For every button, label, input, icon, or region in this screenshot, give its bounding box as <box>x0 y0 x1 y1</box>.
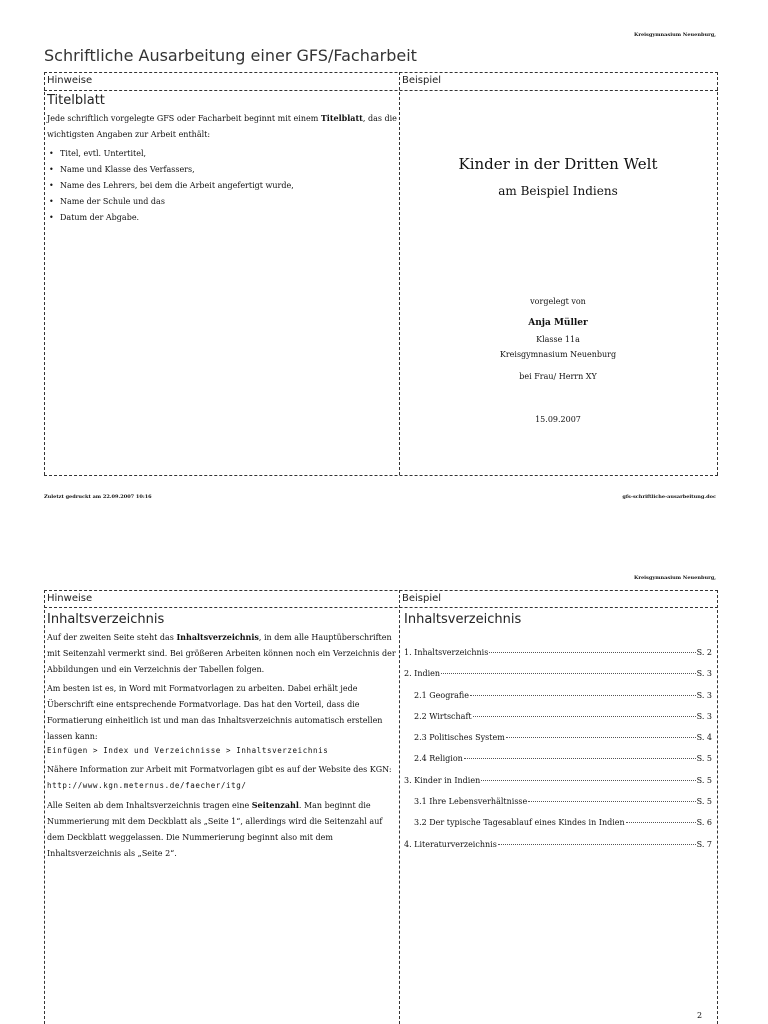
paragraph-seitenzahl: Alle Seiten ab dem Inhaltsverzeichnis tragen eine Seitenzahl. Man beginnt die Nummerierung mit dem Deckblatt als „Seite 1“, allerdings wird die Seitenzahl auf dem Deckblatt weggelassen. Die Nummerierung beginnt also mit dem Inhaltsverzeichnis als „Seite 2“. <box>47 800 383 858</box>
paragraph-formatvorlagen: Am besten ist es, in Word mit Formatvorlagen zu arbeiten. Dabei erhält jede Überschrift eine entsprechende Formatvorlage. Das hat den Vorteil, dass die Formatierung einheitlich ist und man das Inhaltsverzeichnis automatisch erstellen lassen kann: <box>47 684 383 741</box>
toc-row: 2. Indien S. 3 <box>404 669 712 679</box>
example-author: Anja Müller <box>528 318 588 328</box>
titelblatt-list <box>49 146 294 226</box>
table2-column-divider <box>399 590 400 1024</box>
paragraph-inhaltsverzeichnis: Auf der zweiten Seite steht das Inhaltsverzeichnis, in dem alle Hauptüberschriften mit Seitenzahl vermerkt sind. Bei größeren Arbeiten können noch ein Verzeichnis der Abbildungen und ein Verzeichnis der Tabellen folgen. <box>47 632 396 674</box>
example-date: 15.09.2007 <box>535 415 581 424</box>
titelblatt-intro: Jede schriftlich vorgelegte GFS oder Facharbeit beginnt mit einem Titelblatt, das die wichtigsten Angaben zur Arbeit enthält: <box>47 113 397 139</box>
toc-row: 3. Kinder in Indien S. 5 <box>404 775 712 785</box>
header-school-page2: Kreisgymnasium Neuenburg, <box>633 575 716 581</box>
table2-border-right <box>717 590 718 1024</box>
toc-row: 3.1 Ihre Lebensverhältnisse S. 5 <box>414 797 712 807</box>
column-header-hinweise-page2: Hinweise <box>47 593 93 604</box>
toc-row: 2.1 Geografie S. 3 <box>414 690 712 700</box>
toc-row: 2.4 Religion S. 5 <box>414 754 712 764</box>
column-header-beispiel-page2: Beispiel <box>402 593 442 604</box>
header-school: Kreisgymnasium Neuenburg, <box>633 32 716 38</box>
column-header-hinweise: Hinweise <box>47 75 93 86</box>
example-class: Klasse 11a <box>536 335 580 344</box>
website-link[interactable]: http://www.kgn.meternus.de/faecher/itg/ <box>47 781 247 790</box>
list-item: • Name der Schule und das <box>49 194 294 210</box>
column-header-beispiel: Beispiel <box>402 75 442 86</box>
table-header-divider <box>44 90 718 91</box>
menu-path: Einfügen > Index und Verzeichnisse > Inhaltsverzeichnis <box>47 746 329 755</box>
toc-row: 2.2 Wirtschaft S. 3 <box>414 711 712 721</box>
example-title: Kinder in der Dritten Welt <box>458 155 658 173</box>
table2-header-divider <box>44 607 718 608</box>
table-border-right <box>717 72 718 475</box>
paragraph-website: Nähere Information zur Arbeit mit Formatvorlagen gibt es auf der Website des KGN: <box>47 765 392 774</box>
section-title-titelblatt: Titelblatt <box>47 93 105 108</box>
toc-row: 2.3 Politisches System S. 4 <box>414 733 712 743</box>
toc-title: Inhaltsverzeichnis <box>404 612 522 627</box>
toc-list <box>404 648 712 861</box>
table-border-top <box>44 72 718 73</box>
section-title-inhaltsverzeichnis: Inhaltsverzeichnis <box>47 612 165 627</box>
table2-border-left <box>44 590 45 1024</box>
toc-row: 4. Literaturverzeichnis S. 7 <box>404 839 712 849</box>
table-border-bottom <box>44 475 718 476</box>
footer-filename: gfs-schriftliche-ausarbeitung.doc <box>622 494 716 500</box>
table-border-left <box>44 72 45 475</box>
list-item: • Name des Lehrers, bei dem die Arbeit angefertigt wurde, <box>49 178 294 194</box>
page-number: 2 <box>697 1011 703 1020</box>
example-subtitle: am Beispiel Indiens <box>498 184 618 198</box>
list-item: • Titel, evtl. Untertitel, <box>49 146 294 162</box>
list-item: • Datum der Abgabe. <box>49 210 294 226</box>
example-school: Kreisgymnasium Neuenburg <box>499 350 617 359</box>
example-teacher: bei Frau/ Herrn XY <box>519 372 597 381</box>
page-title: Schriftliche Ausarbeitung einer GFS/Facharbeit <box>44 46 417 65</box>
toc-row: 3.2 Der typische Tagesablauf eines Kindes in Indien S. 6 <box>414 818 712 828</box>
table2-border-top <box>44 590 718 591</box>
example-presented-by: vorgelegt von <box>530 297 586 306</box>
toc-row: 1. Inhaltsverzeichnis S. 2 <box>404 648 712 657</box>
footer-printed: Zuletzt gedruckt am 22.09.2007 10:16 <box>44 494 152 500</box>
list-item: • Name und Klasse des Verfassers, <box>49 162 294 178</box>
